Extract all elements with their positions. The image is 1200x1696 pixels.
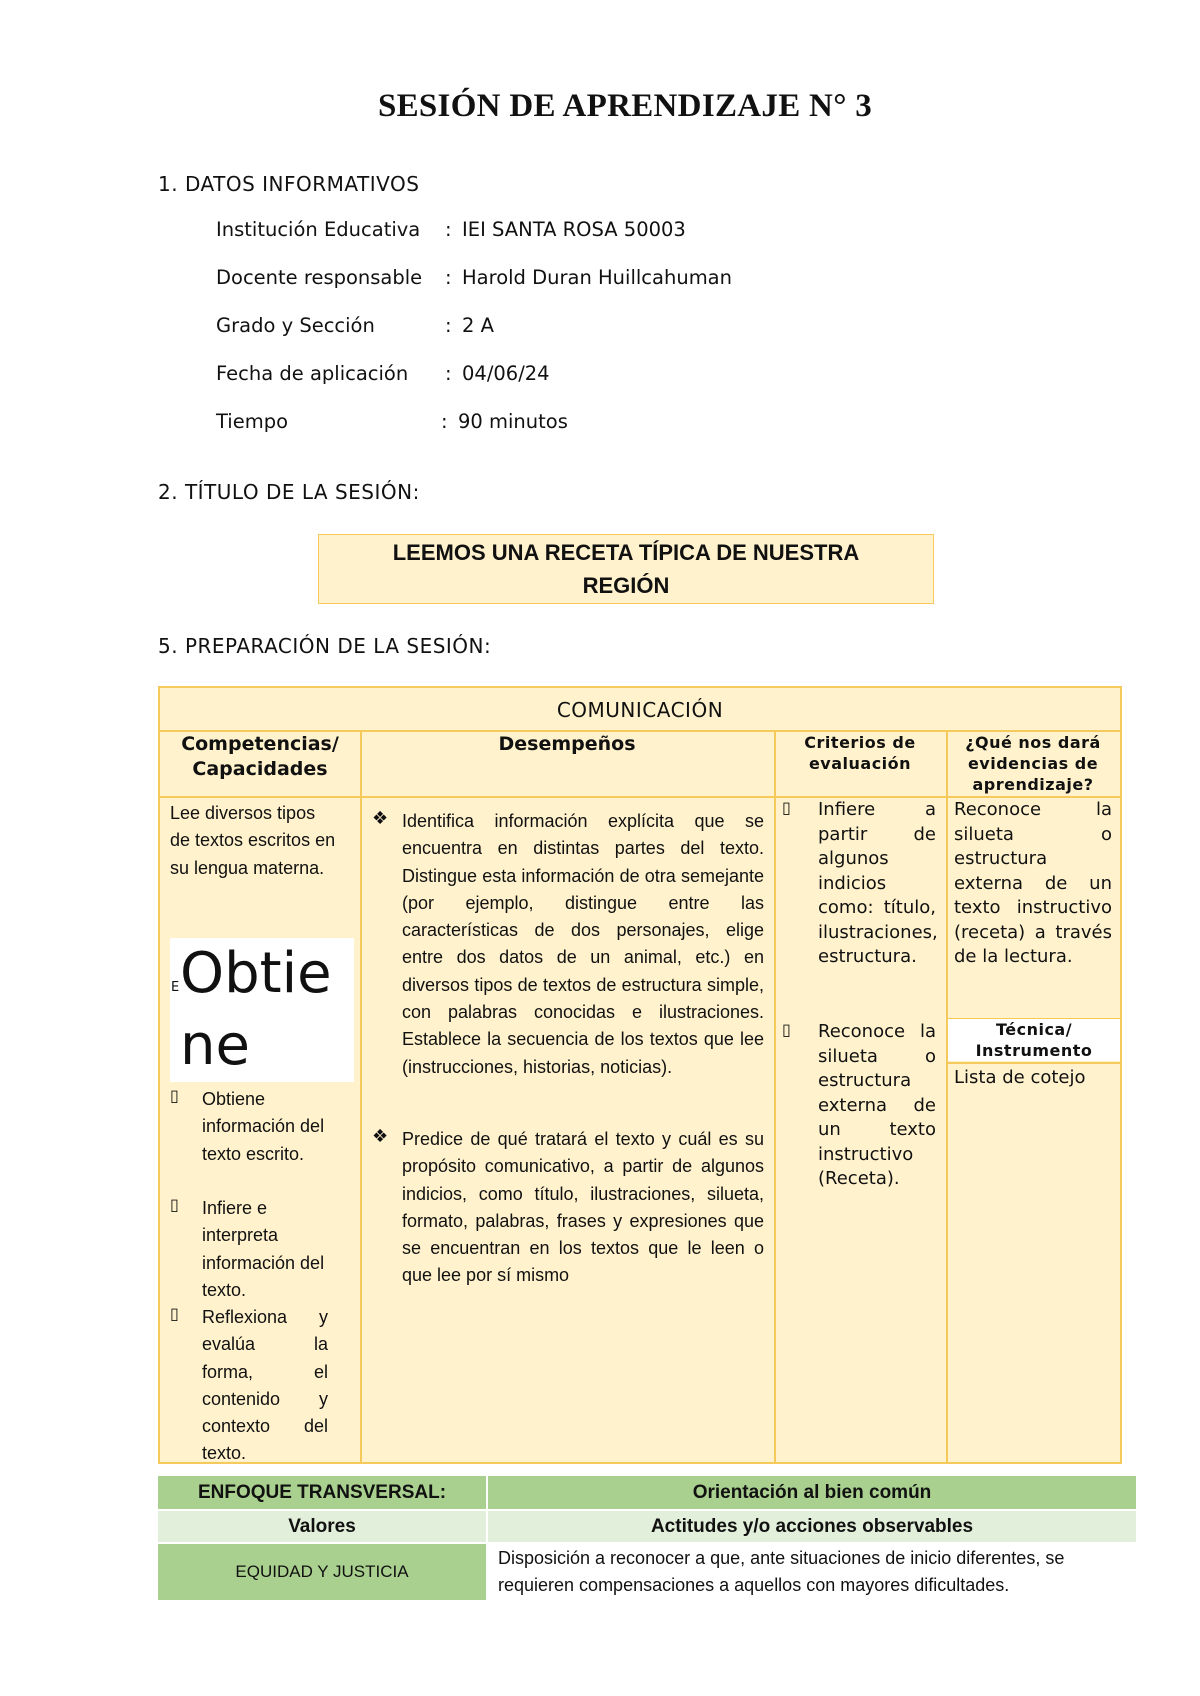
info-sep: : <box>445 314 452 337</box>
info-label: Institución Educativa <box>216 218 421 241</box>
table-row <box>158 1511 1136 1542</box>
info-row-docente <box>216 266 916 296</box>
info-sep: : <box>445 362 452 385</box>
missing-glyph-icon: ▯ <box>170 1195 179 1214</box>
header-competencias: Competencias/ Capacidades <box>181 733 339 780</box>
valor-cell: EQUIDAD Y JUSTICIA <box>158 1544 486 1600</box>
divider <box>946 1062 1120 1064</box>
section-heading-preparacion: 5. PREPARACIÓN DE LA SESIÓN: <box>158 634 492 658</box>
section-heading-datos: 1. DATOS INFORMATIVOS <box>158 172 420 196</box>
desempeno-text: Predice de qué tratará el texto y cuál es su propósito comunicativo, a partir de algunos indicios, como título, ilustraciones, silueta, formato, palabras, frases y expresiones que se encuentran en los textos que le leen o que lee por sí mismo <box>402 1129 764 1286</box>
actitudes-header: Actitudes y/o acciones observables <box>488 1511 1136 1542</box>
diamond-bullet-icon: ❖ <box>372 1126 389 1147</box>
capacidad-heading-box <box>170 938 354 1082</box>
communication-table <box>158 686 1122 1464</box>
table-row <box>158 1544 1136 1600</box>
area-title: COMUNICACIÓN <box>556 698 724 722</box>
criterio-text: Reconoce la silueta o estructura externa de un texto instructivo (Receta). <box>818 1021 936 1189</box>
header-desempenos: Desempeños <box>498 733 636 755</box>
enfoque-label: ENFOQUE TRANSVERSAL: <box>158 1476 486 1509</box>
info-value: 90 minutos <box>458 410 568 433</box>
header-criterios: Criterios de evaluación <box>804 733 916 773</box>
session-title-box <box>318 534 934 604</box>
missing-glyph-icon: ▯ <box>170 1304 179 1323</box>
info-value: Harold Duran Huillcahuman <box>462 266 732 289</box>
info-value: 2 A <box>462 314 494 337</box>
missing-glyph-icon: ▯ <box>170 1086 179 1105</box>
competencia-text: Lee diversos tipos de textos escritos en su lengua materna. <box>170 803 336 878</box>
enfoque-value: Orientación al bien común <box>488 1476 1136 1509</box>
criterio-text: Infiere a partir de algunos indicios como: título, ilustraciones, estructura. <box>818 799 938 967</box>
divider <box>360 730 362 1464</box>
section-heading-titulo: 2. TÍTULO DE LA SESIÓN: <box>158 480 420 504</box>
info-row-fecha <box>216 362 916 392</box>
info-block <box>216 218 916 438</box>
instrumento-text: Lista de cotejo <box>954 1067 1086 1088</box>
header-tecnica: Técnica/ Instrumento <box>975 1020 1093 1060</box>
info-sep: : <box>445 266 452 289</box>
tecnica-header-cell <box>948 1019 1120 1061</box>
divider <box>946 730 948 1464</box>
capacidad-text: Infiere e interpreta información del texto. <box>202 1198 325 1300</box>
diamond-bullet-icon: ❖ <box>372 808 389 829</box>
capacidad-big-text: Obtiene <box>180 941 332 1078</box>
session-title: LEEMOS UNA RECETA TÍPICA DE NUESTRA REGIÓN <box>392 540 860 598</box>
info-label: Fecha de aplicación <box>216 362 409 385</box>
transversal-table <box>158 1476 1136 1600</box>
info-value: IEI SANTA ROSA 50003 <box>462 218 686 241</box>
divider <box>774 730 776 1464</box>
desempeno-text: Identifica información explícita que se encuentra en distintas partes del texto. Distingue esta información de otra semejante (por ejemplo, distingue entre las características de dos personajes, elige entre dos datos de un animal, etc.) en diversos tipos de textos de estructura simple, con palabras conocidas e ilustraciones. Establece la secuencia de los textos que lee (instrucciones, historias, noticias). <box>402 811 764 1077</box>
missing-glyph-icon: ▯ <box>782 798 791 817</box>
page-title: SESIÓN DE APRENDIZAJE N° 3 <box>377 88 873 124</box>
actitud-cell: Disposición a reconocer a que, ante situaciones de inicio diferentes, se requieren compensaciones a aquellos con mayores dificultades. <box>488 1544 1136 1600</box>
evidencia-text: Reconoce la silueta o estructura externa de un texto instructivo (receta) a través de la lectura. <box>954 799 1112 967</box>
table-row <box>158 1476 1136 1509</box>
info-sep: : <box>445 218 452 241</box>
info-row-grado <box>216 314 916 344</box>
capacidad-text: Obtiene información del texto escrito. <box>202 1089 325 1164</box>
info-sep: : <box>441 410 448 433</box>
info-row-tiempo <box>216 410 916 440</box>
info-label: Tiempo <box>216 410 289 433</box>
info-label: Grado y Sección <box>216 314 375 337</box>
info-value: 04/06/24 <box>462 362 550 385</box>
capacidad-text: Reflexiona y evalúa la forma, el contenido y contexto del texto. <box>202 1307 328 1464</box>
missing-glyph-icon: ▯ <box>782 1020 791 1039</box>
info-row-institucion <box>216 218 916 248</box>
valores-header: Valores <box>158 1511 486 1542</box>
header-evidencias: ¿Qué nos dará evidencias de aprendizaje? <box>965 733 1101 794</box>
capacidad-small-letter: E <box>171 980 180 995</box>
info-label: Docente responsable <box>216 266 423 289</box>
